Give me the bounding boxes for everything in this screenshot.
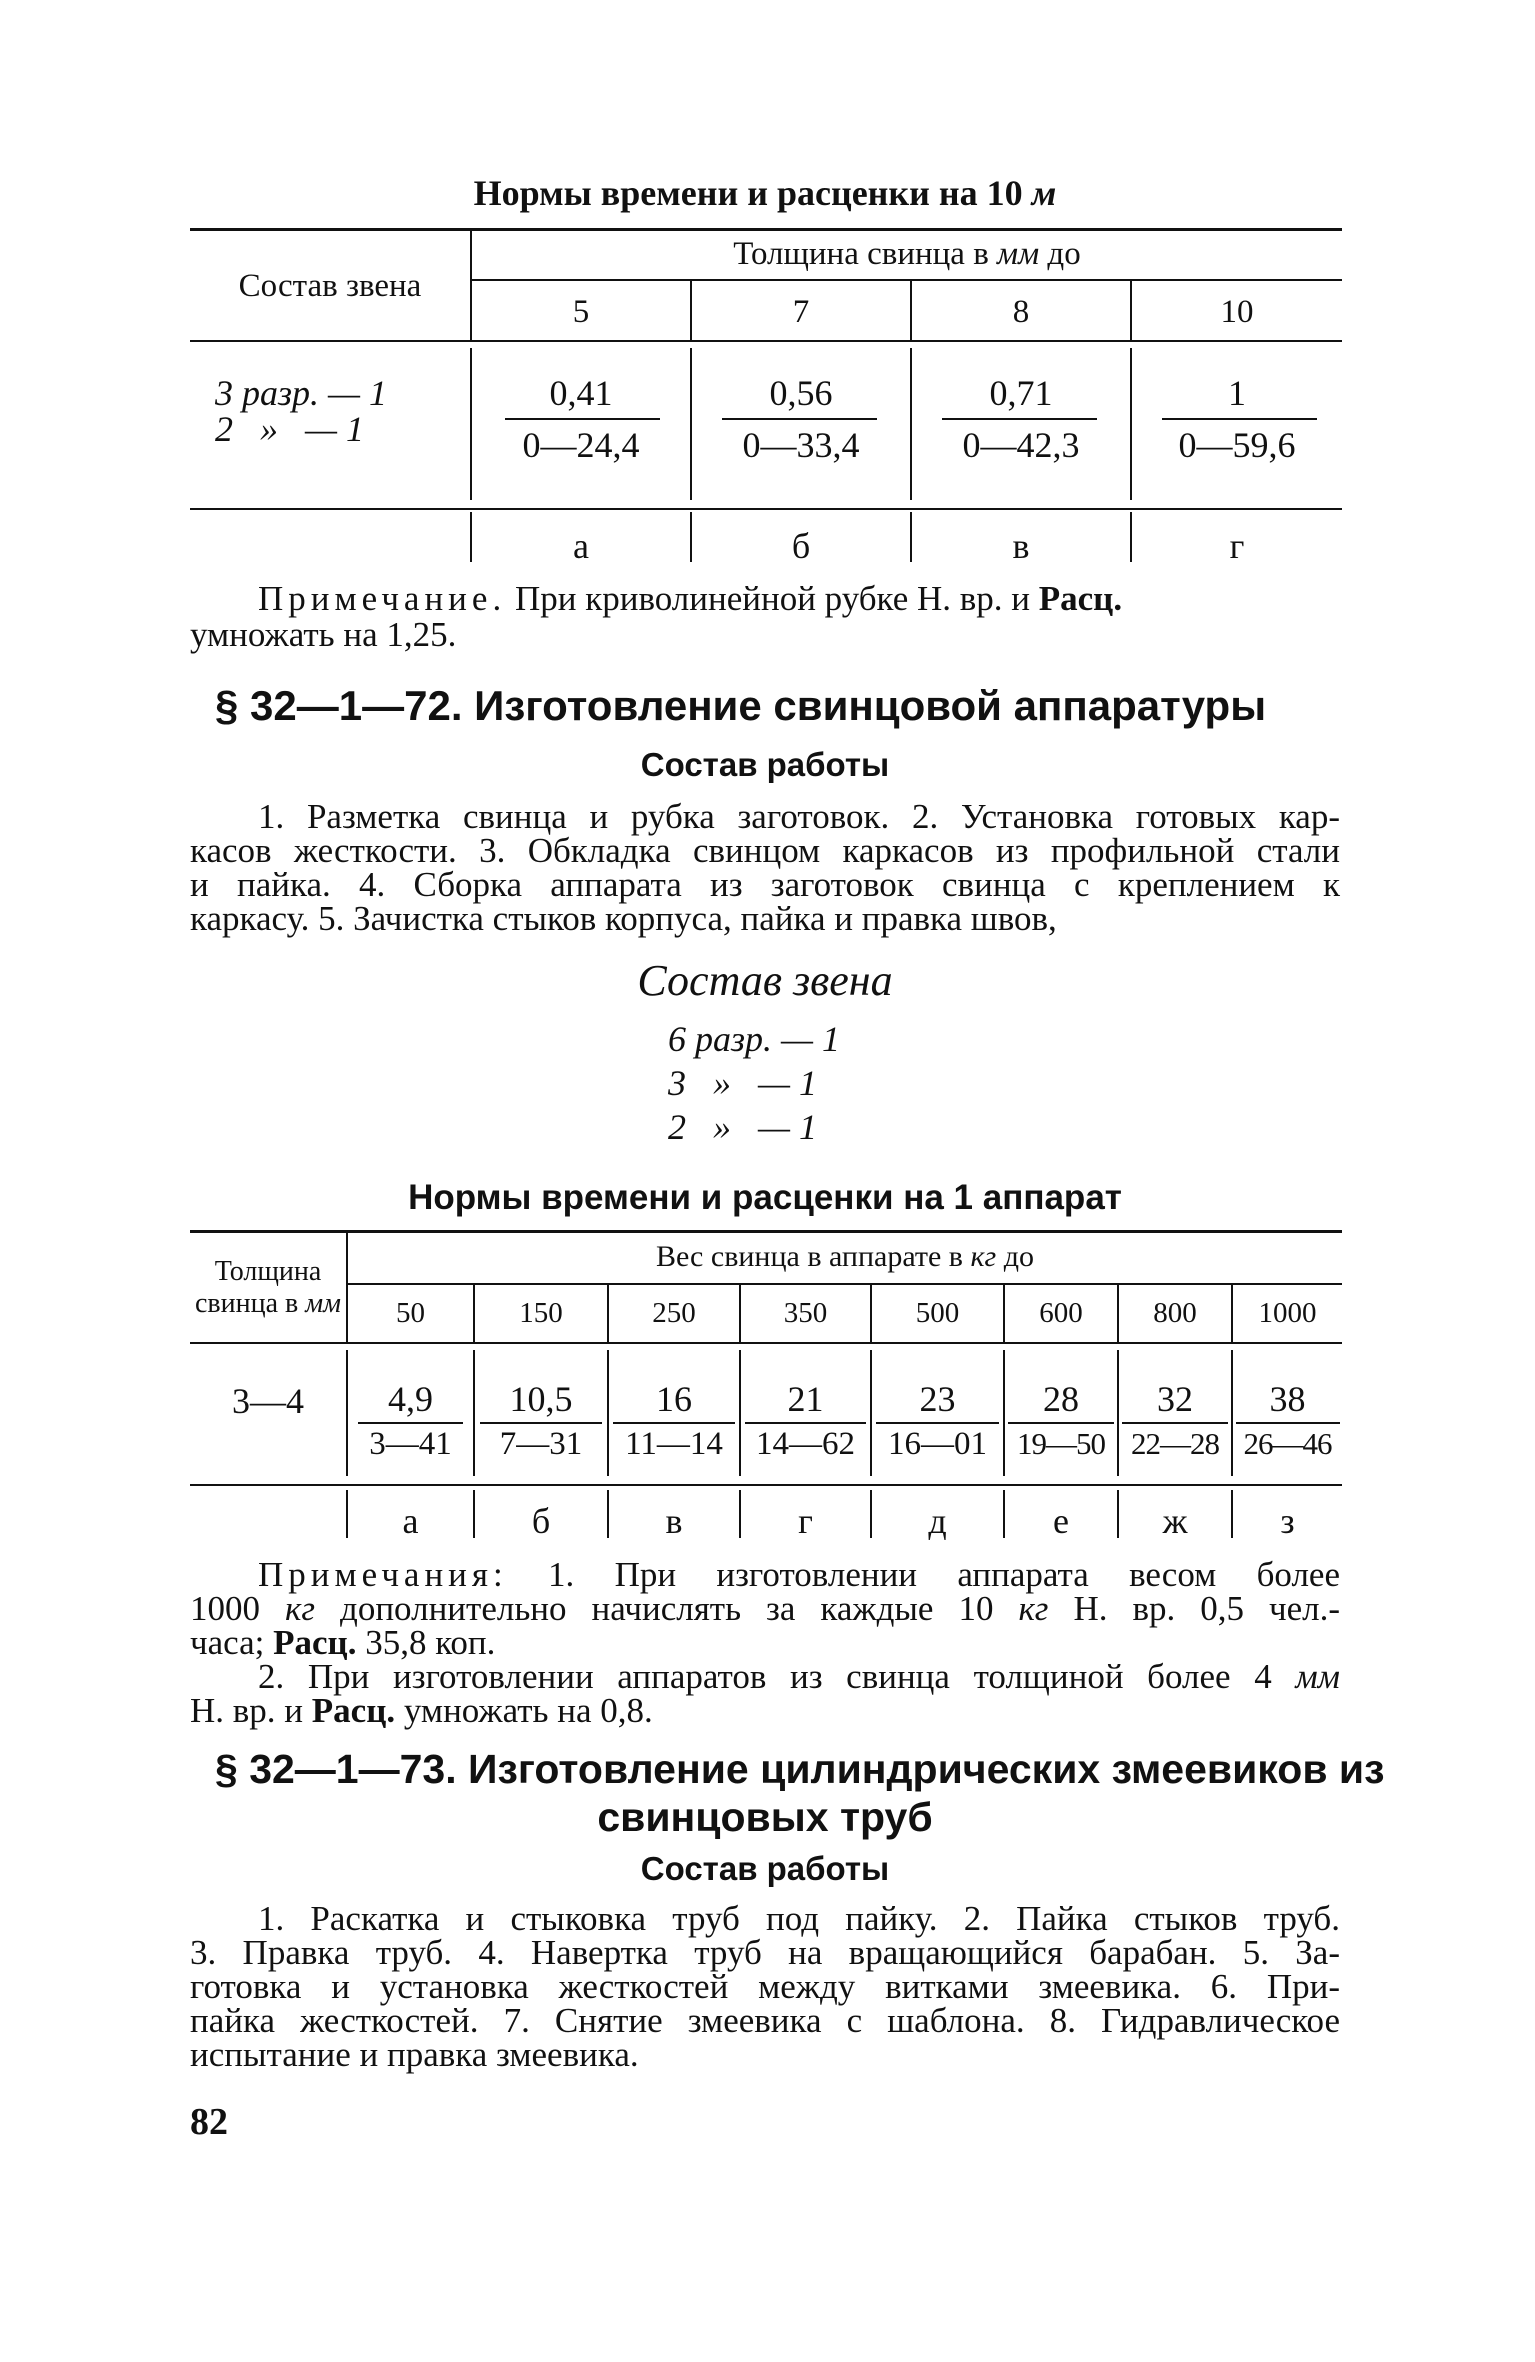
table2-rate: 14—62: [756, 1426, 855, 1462]
table2-norm: 21: [787, 1379, 824, 1419]
table2-group-header: Вес свинца в аппарате в кг до: [655, 1240, 1034, 1273]
table2-col-header: 1000: [1258, 1297, 1317, 1329]
table2-norm: 16: [656, 1379, 692, 1419]
table2-rate: 3—41: [369, 1426, 452, 1462]
section73-work-list: 1. Раскатка и стыковка труб под пайку. 2. Пайка стыков труб. 3. Правка труб. 4. Навертка труб на вращающийся барабан. 5. За- готовка и установка жесткостей между витками змеевика. 6. При- пайка жесткостей. 7. Снятие змеевика с шаблона. 8. Гидравлическое испытание и правка змеевика.: [190, 1899, 1340, 2074]
table1-col-header: 7: [792, 294, 810, 330]
table1-col-header: 8: [1012, 294, 1030, 330]
table2-letter: ж: [1162, 1501, 1188, 1541]
table2-rate: 16—01: [888, 1426, 987, 1462]
table2-col-header: 50: [396, 1297, 425, 1329]
table2-row-label: 3—4: [232, 1381, 304, 1421]
table1-rate: 0—59,6: [1178, 425, 1296, 465]
section73-title: § 32—1—73. Изготовление цилиндрических змеевиков из: [215, 1746, 1385, 1792]
table1-caption: Нормы времени и расценки на 10 м: [473, 173, 1057, 213]
table1-col-header: 5: [572, 294, 590, 330]
crew-line: 6 разр. — 1: [668, 1019, 841, 1059]
table1-row-header: Состав звена: [238, 268, 422, 304]
table2-norm: 4,9: [388, 1379, 433, 1419]
table2-letter: в: [665, 1501, 683, 1541]
table2-col-header: 250: [652, 1297, 696, 1329]
note1: Примечание. При криволинейной рубке Н. вр. и Расц.: [258, 579, 1123, 618]
table2-col-header: 800: [1153, 1297, 1197, 1329]
crew-line: 2 » — 1: [668, 1107, 818, 1147]
section72-title: § 32—1—72. Изготовление свинцовой аппаратуры: [215, 682, 1267, 729]
document-page: Нормы времени и расценки на 10 м Состав звена Толщина свинца в мм до 5 7 8 10 3 разр. — 1 2 » — 1 0,41 0,56 0,71 1 0—24,4 0—33,4 0—42,3 0—59,6 а б в г Примечание. При криволинейной рубке Н. вр. и Расц. умножать на 1,25. § 32—1—72. Изготовление свинцовой аппаратуры Состав работы 1. Разметка свинца и рубка заготовок. 2. Установка готовых кар- касов жесткости. 3. Обкладка свинцом каркасов из профильной стали и пайка. 4. Сборка аппарата из заготовок свинца с креплением к каркасу. 5. Зачистка стыков корпуса, пайка и правка швов, Состав звена 6 разр. — 1 3 » — 1 2 » — 1 Нормы времени и расценки на 1 аппарат Толщина свинца в мм Вес свинца в аппарате в кг до 50 150 250 350 500 600 800 1000 3—4 4,9 10,5 16 21 23 28 32 38 3—41 7—31 11—14 14—62 16—01 19—50 22—28 26—46 а б в г д е ж з Примечания: 1. При изготовлении аппарата весом более 1000 кг дополнительно начислять за каждые 10 кг Н. вр. 0,5 чел.- часа; Расц. 35,8 коп. 2. При изготовлении аппаратов из свинца толщиной более 4 мм Н. вр. и Расц. умножать на 0,8. § 32—1—73. Изготовление цилиндрических змеевиков из свинцовых труб Состав работы 1. Раскатка и стыковка труб под пайку. 2. Пайка стыков труб. 3. Правка труб. 4. Навертка труб на вращающийся барабан. 5. За- готовка и установка жесткостей между витками змеевика. 6. При- пайка жесткостей. 7. Снятие змеевика с шаблона. 8. Гидравлическое испытание и правка змеевика. 82: [190, 173, 1385, 2143]
table1-rate: 0—42,3: [962, 425, 1080, 465]
table2-norm: 10,5: [509, 1379, 573, 1419]
section73-title-line2: свинцовых труб: [597, 1794, 933, 1840]
table2-letter: д: [928, 1501, 947, 1541]
table1-group-header: Толщина свинца в мм до: [733, 236, 1081, 272]
table1-rate: 0—24,4: [522, 425, 640, 465]
table2-col-header: 150: [519, 1297, 563, 1329]
table2-norm: 23: [919, 1379, 956, 1419]
table2-letter: е: [1053, 1501, 1069, 1541]
table1-crew-line: 3 разр. — 1: [215, 373, 388, 413]
table2-norm: 38: [1269, 1379, 1306, 1419]
table2-letter: г: [798, 1501, 813, 1541]
table2-row-header: Толщина свинца в мм: [195, 1256, 341, 1319]
table1-letter: б: [791, 526, 811, 566]
notes2: Примечания: 1. При изготовлении аппарата весом более 1000 кг дополнительно начислять за каждые 10 кг Н. вр. 0,5 чел.- часа; Расц. 35,8 коп. 2. При изготовлении аппаратов из свинца толщиной более 4 мм Н. вр. и Расц. умножать на 0,8.: [190, 1555, 1340, 1730]
section73-work-heading: Состав работы: [640, 1850, 890, 1887]
table1-norm: 1: [1228, 373, 1246, 413]
table1-letter: а: [573, 526, 589, 566]
table2-col-header: 500: [915, 1297, 960, 1329]
section72-work-list: 1. Разметка свинца и рубка заготовок. 2. Установка готовых кар- касов жесткости. 3. Обкладка свинцом каркасов из профильной стали и пайка. 4. Сборка аппарата из заготовок свинца с креплением к каркасу. 5. Зачистка стыков корпуса, пайка и правка швов,: [190, 797, 1340, 938]
table2-col-header: 600: [1039, 1297, 1083, 1329]
table2-letter: з: [1280, 1501, 1295, 1541]
table2-rate: 7—31: [499, 1426, 583, 1462]
table1-letter: в: [1012, 526, 1030, 566]
table2-letter: б: [531, 1501, 551, 1541]
table2-rate: 11—14: [625, 1426, 723, 1462]
table2-norm: 32: [1157, 1379, 1193, 1419]
table1-norm: 0,41: [549, 373, 613, 413]
table2-col-header: 350: [783, 1297, 828, 1329]
table1-norm: 0,56: [769, 373, 833, 413]
table1-col-header: 10: [1220, 294, 1254, 330]
table1-crew-line: 2 » — 1: [215, 409, 365, 449]
section72-work-heading: Состав работы: [640, 746, 890, 783]
table2-letter: а: [402, 1501, 419, 1541]
table2-caption: Нормы времени и расценки на 1 аппарат: [408, 1178, 1122, 1217]
table2-rate: 22—28: [1131, 1426, 1219, 1461]
table1-rate: 0—33,4: [742, 425, 860, 465]
table2-rate: 26—46: [1243, 1426, 1332, 1461]
table1-letter: г: [1229, 526, 1245, 566]
table2-rate: 19—50: [1017, 1426, 1105, 1461]
crew-line: 3 » — 1: [668, 1063, 818, 1103]
table1-norm: 0,71: [989, 373, 1053, 413]
crew-heading: Состав звена: [637, 956, 893, 1005]
page-number: 82: [190, 2101, 228, 2143]
table2-norm: 28: [1043, 1379, 1079, 1419]
